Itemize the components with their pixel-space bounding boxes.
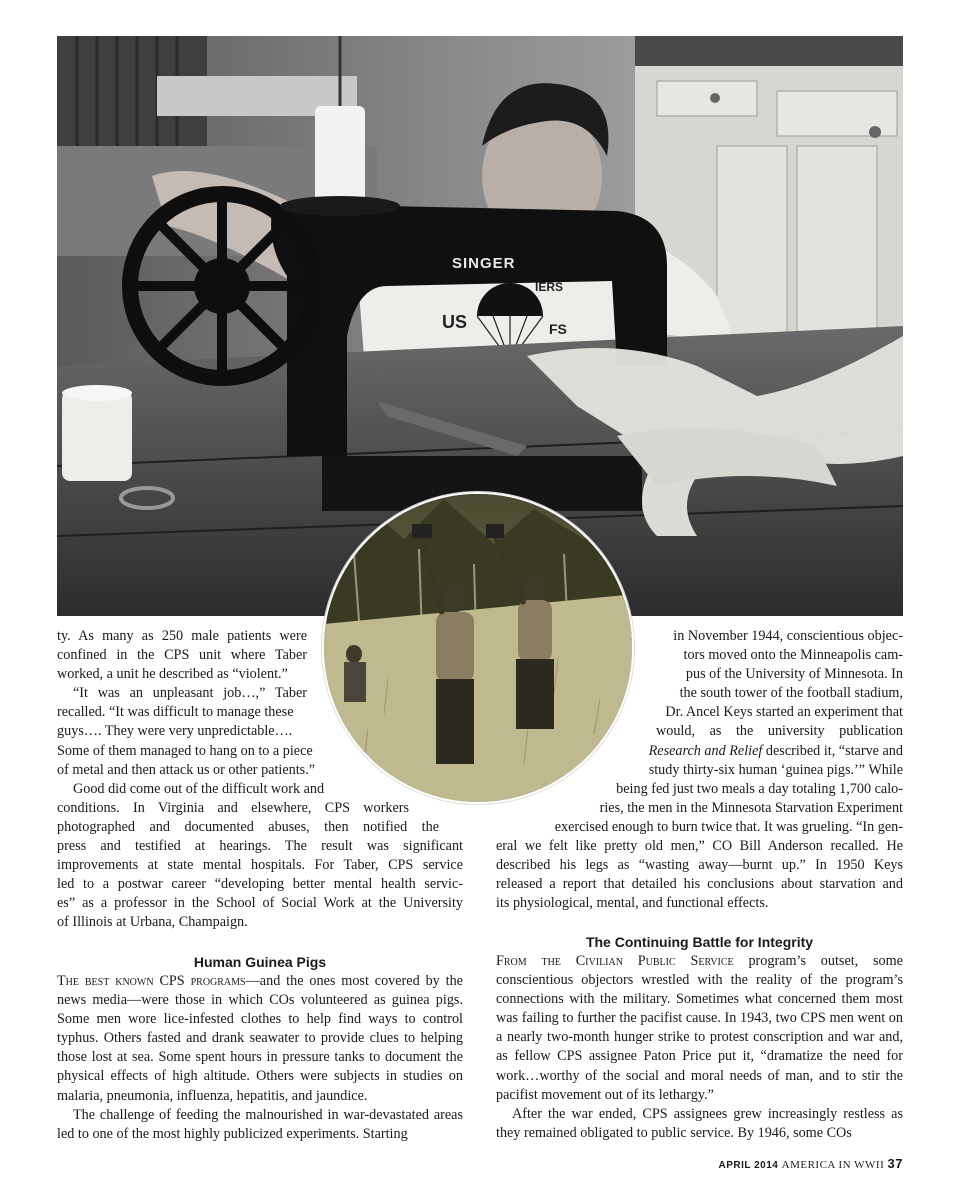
text-line: eral we felt like pretty old men,” CO Bill Anderson recalled. He (496, 838, 903, 855)
left-column-top-text (57, 627, 463, 933)
singer-brand-text: SINGER (452, 255, 516, 272)
issue-date: APRIL 2014 (718, 1160, 779, 1171)
text-line: the south tower of the football stadium, (679, 685, 903, 702)
text-line: being fed just two meals a day totaling 1,700 calo- (616, 780, 903, 797)
right-column-bottom-text (496, 952, 903, 1143)
lead-in: From the Civilian Public Service (496, 953, 734, 969)
text-line: recalled. “It was difficult to manage these (57, 704, 294, 721)
text-line: conditions. In Virginia and elsewhere, CPS workers (57, 799, 409, 816)
text-line: guys…. They were very unpredictable…. (57, 723, 293, 740)
paragraph: The challenge of feeding the malnourished in war-devastated areas led to one of the most highly publicized experiments. Starting (57, 1106, 463, 1142)
page-number: 37 (887, 1156, 903, 1171)
text-line: led to a postwar career “developing better mental health servic- (57, 876, 463, 893)
text-line: in November 1944, conscientious objec- (673, 628, 903, 644)
text-line: study thirty-six human ‘guinea pigs.’” While (648, 761, 903, 778)
paragraph (57, 972, 463, 1106)
shirt-us-text: US (442, 312, 468, 332)
text-line: of metal and then attack us or other patients.” (57, 761, 316, 778)
text-line: tors moved onto the Minneapolis cam- (683, 647, 903, 664)
text-line: “It was an unpleasant job…,” Taber (73, 685, 307, 702)
paragraph: After the war ended, CPS assignees grew increasingly restless as they remained obligated to public service. By 1946, some COs (496, 1105, 903, 1141)
right-column-top-text (496, 627, 903, 913)
text-line: Dr. Ancel Keys started an experiment that (665, 704, 903, 721)
publication-title: Research and Relief (648, 742, 763, 759)
shirt-fs-text: FS (549, 321, 567, 337)
text-line: ries, the men in the Minnesota Starvation Experiment (599, 799, 903, 816)
section-heading-guinea-pigs: Human Guinea Pigs (193, 954, 327, 970)
text-line: Some of them managed to hang on to a piece (57, 742, 313, 759)
magazine-name: AMERICA IN WWII (781, 1159, 885, 1171)
text-line: described his legs as “wasting away—burnt up.” In 1950 Keys (496, 857, 903, 874)
paragraph (496, 952, 903, 1105)
text-line (496, 742, 903, 761)
text-line: would, as the university publication (656, 723, 903, 740)
page-footer (719, 1156, 904, 1171)
lead-in: The best known CPS programs (57, 973, 246, 989)
text-line: confined in the CPS unit where Taber (57, 647, 307, 664)
text-line: photographed and documented abuses, then notified the (57, 818, 439, 835)
text-line: improvements at state mental hospitals. For Taber, CPS service (57, 857, 463, 874)
text-fragment: described it, “starve and (762, 742, 903, 759)
text-line: worked, a unit he described as “violent.” (57, 666, 288, 683)
left-column-bottom-text (57, 972, 463, 1144)
text-line: its physiological, mental, and functional effects. (496, 895, 769, 912)
paragraph-body: —and the ones most covered by the news media—were those in which COs volunteered as guinea pigs. Some men wore lice-infested clothes to help find ways to control typhus. Others fasted and drank seawater to provide clues to helping those lost at sea. Some spent hours in pressure tanks to document the physical effects of high altitude. Others were subjects in studies on malaria, pneumonia, influenza, hepatitis, and jaundice. (57, 973, 463, 1104)
text-line: press and testified at hearings. The result was significant (57, 838, 463, 855)
text-line: of Illinois at Urbana, Champaign. (57, 914, 248, 931)
text-line: ty. As many as 250 male patients were (57, 628, 307, 644)
text-line: es” as a professor in the School of Social Work at the University (57, 895, 463, 912)
text-line: pus of the University of Minnesota. In (685, 666, 903, 683)
paragraph-body: program’s outset, some conscientious objectors wrestled with the reality of the program’s connections with the military. Sometimes what concerned them most was failing to further the pacifist cause. In 1943, two CPS men went on a nearly two-month hunger strike to protest conscription and war and, as fellow CPS assignee Paton Price put it, “dramatize the need for work…worthy of the social and moral needs of man, and to stir the pacifist movement out of its lethargy.” (496, 953, 903, 1103)
shirt-top-text: IERS (535, 280, 564, 294)
text-line: Good did come out of the difficult work and (73, 780, 325, 797)
text-line: released a report that detailed his conclusions about starvation and (496, 876, 903, 893)
text-line: exercised enough to burn twice that. It was grueling. “In gen- (554, 818, 903, 835)
section-heading-integrity: The Continuing Battle for Integrity (585, 934, 814, 950)
